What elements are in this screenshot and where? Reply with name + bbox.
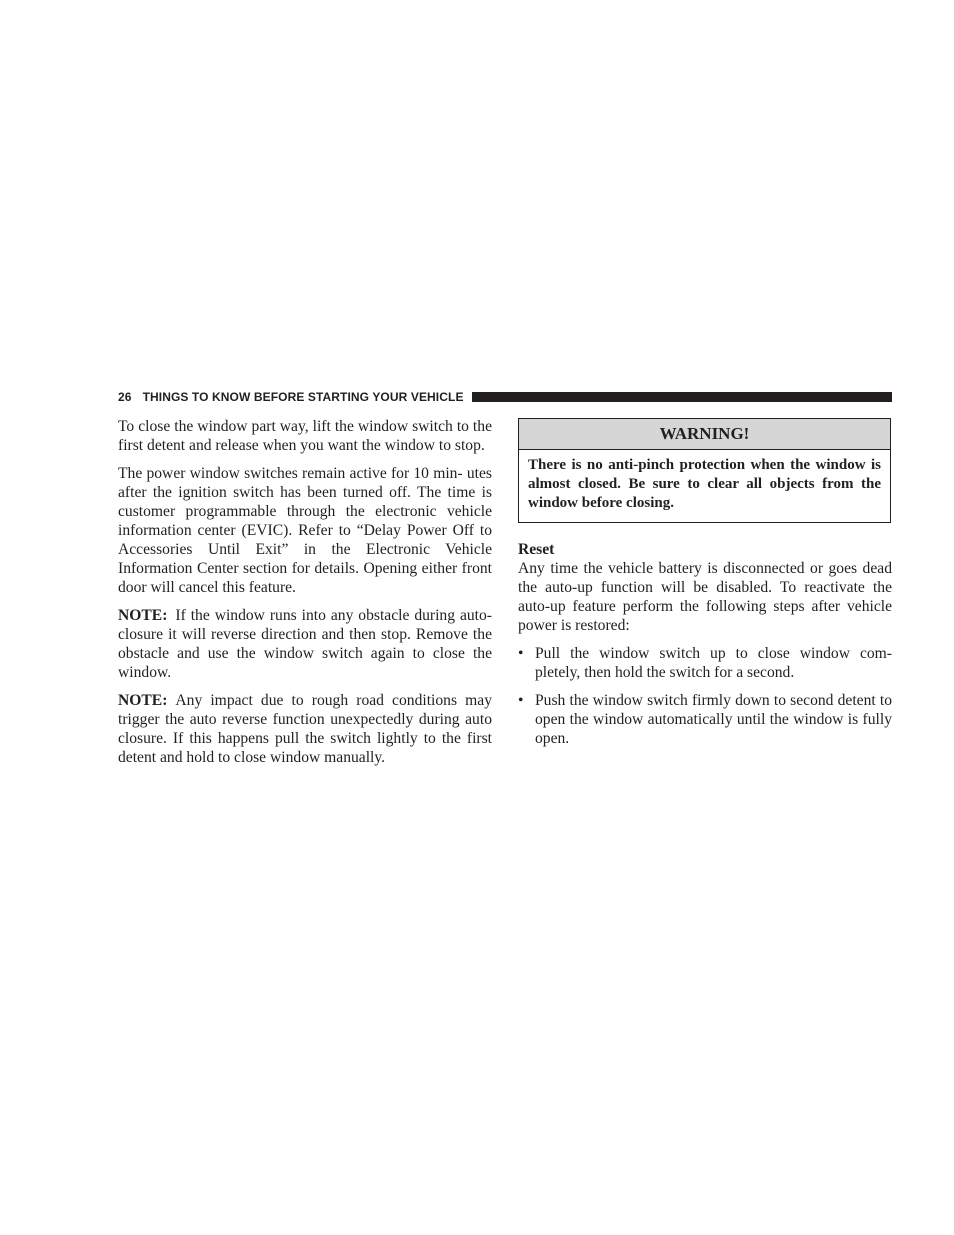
- note-label: NOTE:: [118, 607, 168, 624]
- note-text: Any impact due to rough road conditions may trigger the auto reverse function unexpectedly during auto closure. If this happens pull the switch lightly to the first detent and hold to close window manually.: [118, 692, 492, 766]
- paragraph-switch-active: The power window switches remain active for 10 min- utes after the ignition switch has been turned off. The time is customer programmable through the electronic vehicle information center (EVIC). Refer to “Delay Power Off to Accessories Until Exit” in the Electronic Vehicle Information Center section for details. Opening either front door will cancel this feature.: [118, 465, 492, 596]
- left-column: [118, 417, 492, 776]
- list-item: [518, 644, 892, 682]
- bullet-icon: •: [518, 692, 524, 709]
- warning-body: There is no anti-pinch protection when the window is almost closed. Be sure to clear all objects from the window before closing.: [528, 457, 881, 511]
- warning-title: WARNING!: [519, 419, 890, 450]
- note-obstacle: [118, 606, 492, 682]
- paragraph-partial-close: To close the window part way, lift the window switch to the first detent and release when you want the window to stop.: [118, 418, 492, 454]
- right-column: [518, 417, 892, 757]
- list-item: [518, 691, 892, 748]
- page-header: [118, 390, 892, 404]
- list-item-text: Pull the window switch up to close window com- pletely, then hold the switch for a second.: [535, 645, 892, 681]
- header-rule: [472, 392, 892, 402]
- list-item-text: Push the window switch firmly down to second detent to open the window automatically until the window is fully open.: [535, 692, 892, 747]
- note-impact: [118, 691, 492, 767]
- reset-steps-list: [518, 644, 892, 748]
- note-label: NOTE:: [118, 692, 168, 709]
- section-title: THINGS TO KNOW BEFORE STARTING YOUR VEHICLE: [142, 390, 464, 404]
- warning-box: [518, 418, 891, 523]
- bullet-icon: •: [518, 645, 524, 662]
- page-number: 26: [118, 390, 132, 404]
- reset-heading: Reset: [518, 541, 555, 558]
- note-text: If the window runs into any obstacle during auto-closure it will reverse direction and then stop. Remove the obstacle and use the window switch again to close the window.: [118, 607, 492, 681]
- reset-intro: Any time the vehicle battery is disconnected or goes dead the auto-up function will be disabled. To reactivate the auto-up feature perform the following steps after vehicle power is restored:: [518, 560, 892, 634]
